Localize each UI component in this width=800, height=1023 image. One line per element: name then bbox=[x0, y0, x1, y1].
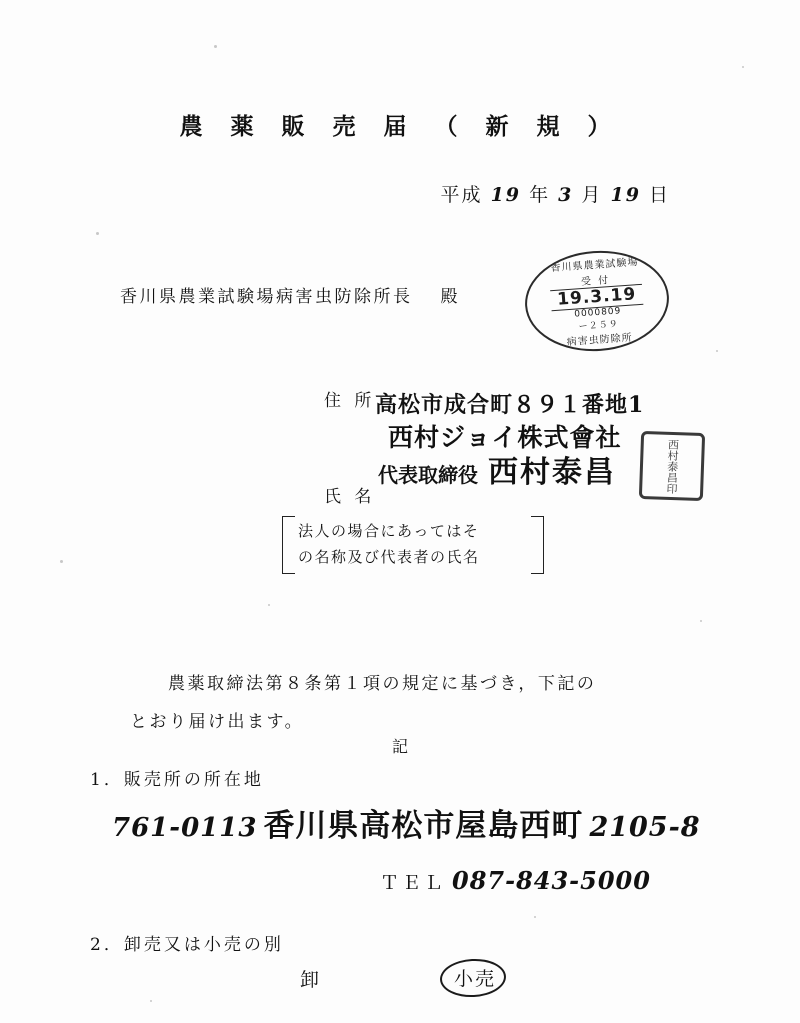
representative-name: 西村泰昌 bbox=[488, 455, 616, 490]
date-year: 19 bbox=[490, 184, 522, 206]
item-1-number: 1． bbox=[90, 770, 124, 790]
legal-entity-note-line1: 法人の場合にあってはそ bbox=[298, 522, 480, 540]
telephone-line bbox=[380, 866, 651, 895]
address-label: 住 所 bbox=[324, 391, 376, 411]
item-2-heading bbox=[90, 930, 284, 955]
received-stamp-dept: 病害虫防除所 bbox=[566, 332, 634, 349]
postal-code-value: 761-0113 bbox=[112, 813, 258, 843]
item-1-handwritten-location bbox=[112, 800, 701, 845]
scan-speck bbox=[268, 604, 270, 606]
body-line-1: 農薬取締法第８条第１項の規定に基づき，下記の bbox=[168, 674, 597, 694]
ki-mark: 記 bbox=[391, 737, 408, 756]
telephone-label: ＴＥＬ bbox=[380, 872, 447, 894]
body-line-2: とおり届け出ます。 bbox=[130, 712, 305, 732]
received-stamp-label: 受 付 bbox=[580, 274, 611, 288]
received-stamp-number: 0000809 bbox=[574, 306, 622, 320]
received-stamp-date: 19.3.19 bbox=[551, 284, 643, 312]
choice-wholesale[interactable]: 卸 bbox=[300, 969, 320, 991]
date-year-unit: 年 bbox=[529, 184, 551, 206]
addressee-name: 香川県農業試験場病害虫防除所長 bbox=[120, 287, 413, 307]
date-day: 19 bbox=[610, 184, 641, 206]
name-label: 氏 名 bbox=[324, 487, 376, 507]
sales-office-address-value: 香川県高松市屋島西町 bbox=[263, 808, 584, 844]
choice-retail-label: 小売 bbox=[454, 968, 497, 990]
received-stamp-office: 香川県農業試験場 bbox=[550, 256, 639, 274]
personal-seal-stamp: 西村泰昌印 bbox=[639, 431, 705, 501]
item-1-label: 販売所の所在地 bbox=[123, 770, 264, 790]
sales-office-banchi-value: 2105-8 bbox=[589, 812, 701, 843]
company-name-value: 西村ジョイ株式會社 bbox=[388, 423, 622, 452]
scan-speck bbox=[214, 45, 217, 48]
page-title: 農 薬 販 売 届 （ 新 規 ） bbox=[179, 113, 621, 140]
scan-speck bbox=[742, 66, 744, 68]
scan-speck bbox=[700, 620, 702, 622]
received-stamp-subnumber: ー２５９ bbox=[578, 319, 620, 333]
scan-speck bbox=[534, 916, 536, 918]
representative-line bbox=[378, 447, 616, 491]
representative-title: 代表取締役 bbox=[378, 463, 478, 487]
date-month-unit: 月 bbox=[581, 184, 603, 206]
item-2-number: 2． bbox=[90, 935, 124, 955]
scan-speck bbox=[716, 350, 718, 352]
document-date bbox=[441, 180, 670, 207]
item-1-heading bbox=[90, 765, 264, 790]
scan-speck bbox=[60, 560, 63, 563]
item-2-label: 卸売又は小売の別 bbox=[123, 935, 284, 955]
legal-entity-note bbox=[282, 516, 544, 572]
addressee-suffix: 殿 bbox=[440, 287, 460, 307]
date-month: 3 bbox=[558, 184, 574, 206]
body-paragraph bbox=[130, 665, 670, 741]
received-stamp bbox=[522, 246, 673, 356]
address-value: 高松市成合町８９１番地1 bbox=[375, 392, 645, 418]
scan-speck bbox=[96, 232, 99, 235]
scan-speck bbox=[150, 1000, 152, 1002]
date-day-unit: 日 bbox=[648, 184, 670, 206]
date-era: 平成 bbox=[440, 184, 483, 206]
telephone-number-value: 087-843-5000 bbox=[452, 866, 651, 895]
legal-entity-note-line2: の名称及び代表者の氏名 bbox=[298, 548, 480, 566]
addressee-line bbox=[120, 282, 460, 307]
choice-retail[interactable] bbox=[440, 959, 510, 996]
